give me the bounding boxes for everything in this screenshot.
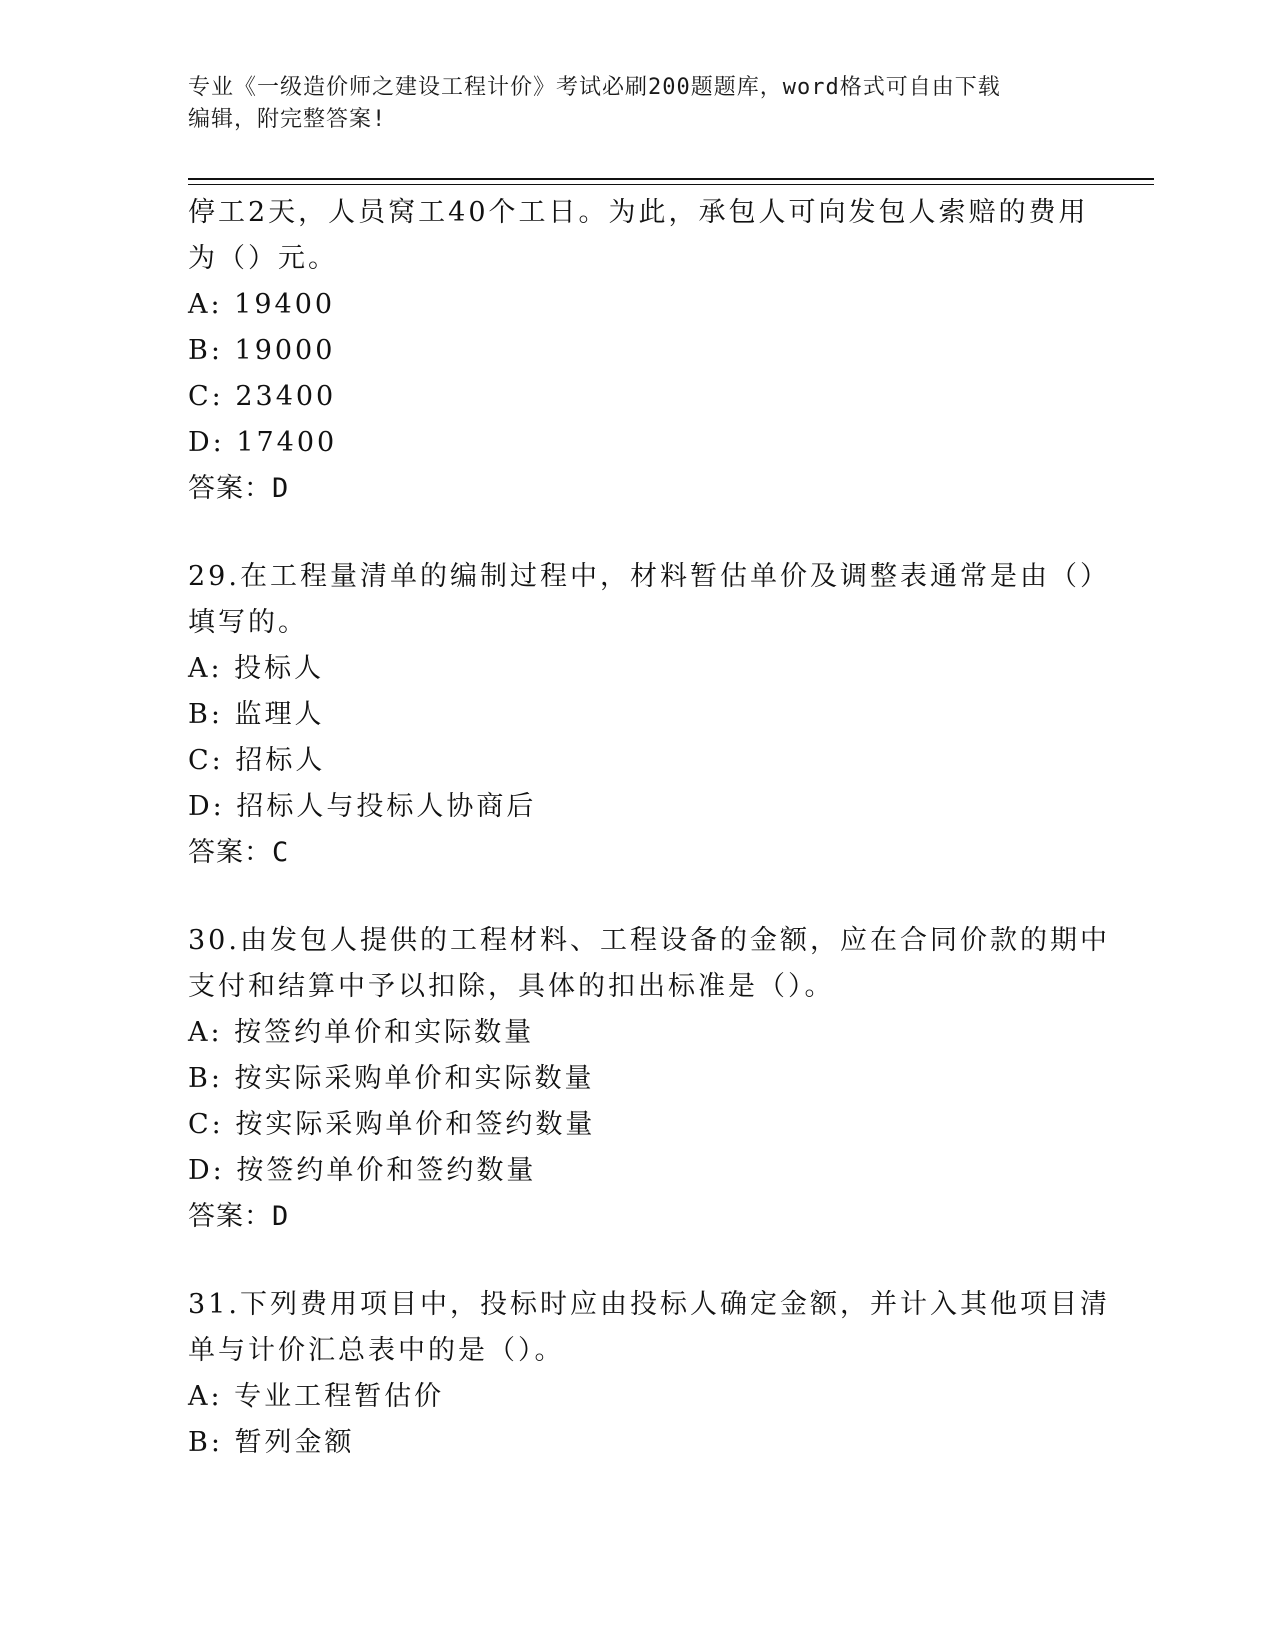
question-text-line: 31.下列费用项目中，投标时应由投标人确定金额，并计入其他项目清 (188, 1289, 1110, 1320)
question-text-line: 支付和结算中予以扣除，具体的扣出标准是（）。 (188, 971, 835, 1002)
question-text-line: 单与计价汇总表中的是（）。 (188, 1335, 565, 1366)
question-text-line: 29.在工程量清单的编制过程中，材料暂估单价及调整表通常是由（） (188, 561, 1110, 592)
header-line-1: 专业《一级造价师之建设工程计价》考试必刷200题题库，word格式可自由下载 (188, 75, 1001, 100)
spacer (188, 512, 1088, 554)
option-b: B: 监理人 (188, 699, 325, 730)
question-30 (188, 918, 1110, 1240)
option-c: C: 23400 (188, 381, 337, 412)
spacer (188, 876, 1088, 918)
document-header (188, 72, 1068, 136)
question-text-line: 填写的。 (188, 607, 308, 638)
header-divider-thin (188, 184, 1154, 185)
option-d: D: 17400 (188, 427, 338, 458)
option-c: C: 按实际采购单价和签约数量 (188, 1109, 596, 1140)
spacer (188, 1240, 1088, 1282)
answer-line: 答案：D (188, 1201, 290, 1232)
option-b: B: 按实际采购单价和实际数量 (188, 1063, 595, 1094)
question-text-line: 为（）元。 (188, 243, 338, 274)
option-a: A: 19400 (188, 289, 336, 320)
header-line-2: 编辑，附完整答案! (188, 107, 387, 132)
answer-line: 答案：D (188, 473, 290, 504)
option-a: A: 专业工程暂估价 (188, 1381, 445, 1412)
option-d: D: 按签约单价和签约数量 (188, 1155, 537, 1186)
option-a: A: 投标人 (188, 653, 325, 684)
question-list (188, 190, 1110, 1466)
option-b: B: 暂列金额 (188, 1427, 355, 1458)
question-text-line: 停工2天，人员窝工40个工日。为此，承包人可向发包人索赔的费用 (188, 197, 1089, 228)
question-29 (188, 554, 1110, 876)
option-b: B: 19000 (188, 335, 336, 366)
option-a: A: 按签约单价和实际数量 (188, 1017, 535, 1048)
question-31 (188, 1282, 1110, 1466)
option-c: C: 招标人 (188, 745, 326, 776)
header-divider-thick (188, 178, 1154, 180)
answer-line: 答案：C (188, 837, 290, 868)
option-d: D: 招标人与投标人协商后 (188, 791, 537, 822)
question-28-continued (188, 190, 1088, 512)
question-text-line: 30.由发包人提供的工程材料、工程设备的金额，应在合同价款的期中 (188, 925, 1110, 956)
